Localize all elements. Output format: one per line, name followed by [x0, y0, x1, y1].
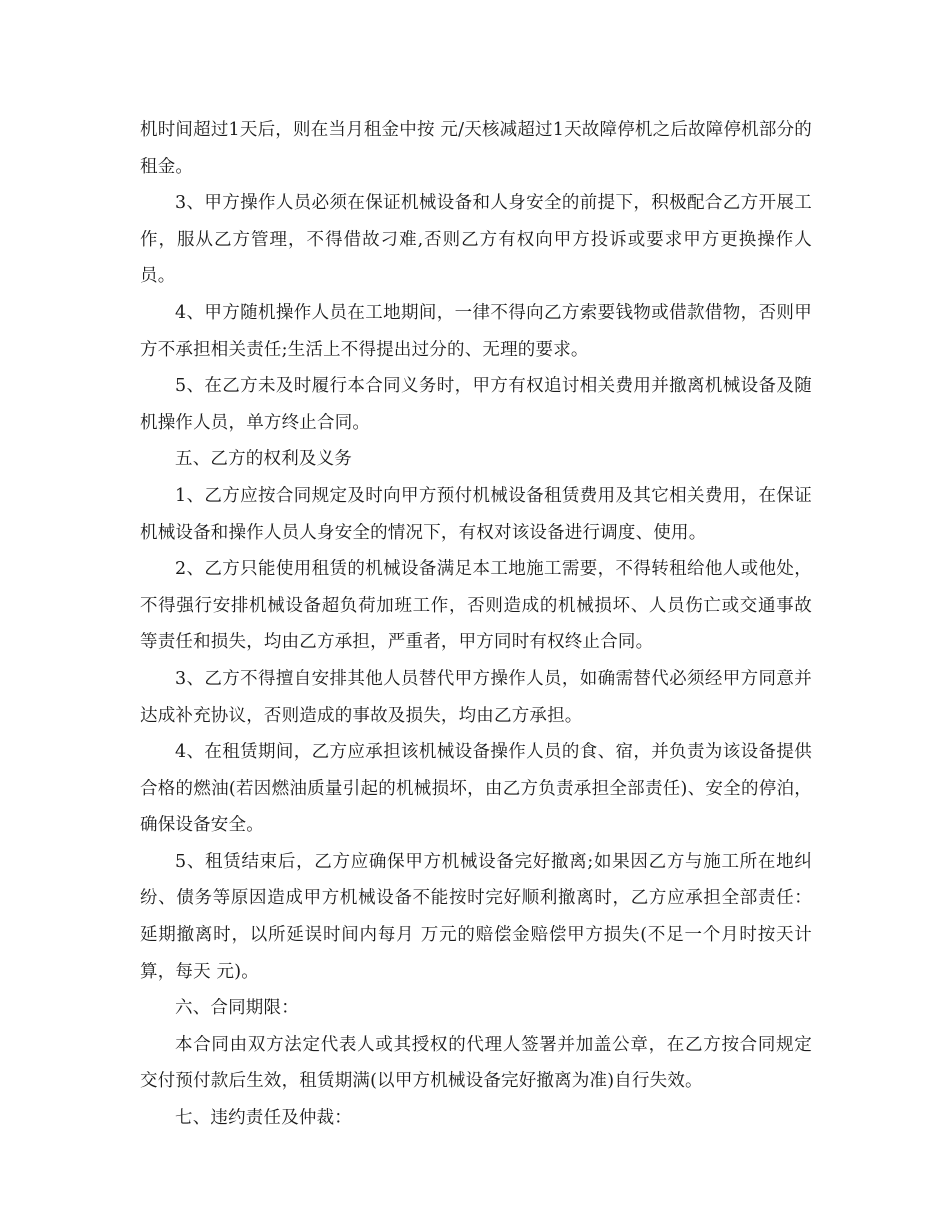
paragraph-1: 机时间超过1天后，则在当月租金中按 元/天核减超过1天故障停机之后故障停机部分的租金。: [140, 120, 812, 177]
document-body: [140, 112, 812, 1137]
paragraph-8: 3、乙方不得擅自安排其他人员替代甲方操作人员，如确需替代必须经甲方同意并达成补充协议，否则造成的事故及损失，均由乙方承担。: [140, 668, 812, 726]
paragraph-4: 5、在乙方未及时履行本合同义务时，甲方有权追讨相关费用并撤离机械设备及随机操作人员，单方终止合同。: [140, 376, 812, 433]
paragraph-9: 4、在租赁期间，乙方应承担该机械设备操作人员的食、宿，并负责为该设备提供合格的燃油(若因燃油质量引起的机械损坏，由乙方负责承担全部责任)、安全的停泊，确保设备安全。: [140, 742, 812, 836]
section-heading-5: 五、乙方的权利及义务: [175, 449, 352, 470]
paragraph-3: 4、甲方随机操作人员在工地期间，一律不得向乙方索要钱物或借款借物，否则甲方不承担相关责任;生活上不得提出过分的、无理的要求。: [140, 302, 812, 360]
paragraph-7: 2、乙方只能使用租赁的机械设备满足本工地施工需要，不得转租给他人或他处，不得强行安排机械设备超负荷加班工作，否则造成的机械损坏、人员伤亡或交通事故等责任和损失，均由乙方承担，严重者，甲方同时有权终止合同。: [140, 559, 812, 653]
section-heading-6: 六、合同期限：: [175, 998, 299, 1019]
paragraph-2: 3、甲方操作人员必须在保证机械设备和人身安全的前提下，积极配合乙方开展工作，服从乙方管理，不得借故刁难,否则乙方有权向甲方投诉或要求甲方更换操作人员。: [140, 193, 812, 287]
paragraph-10: 5、租赁结束后，乙方应确保甲方机械设备完好撤离;如果因乙方与施工所在地纠纷、债务等原因造成甲方机械设备不能按时完好顺利撤离时，乙方应承担全部责任：延期撤离时，以所延误时间内每月 万元的赔偿金赔偿甲方损失(不足一个月时按天计算，每天 元)。: [140, 851, 812, 982]
section-heading-7: 七、违约责任及仲裁：: [175, 1108, 352, 1129]
paragraph-12: 本合同由双方法定代表人或其授权的代理人签署并加盖公章，在乙方按合同规定交付预付款后生效，租赁期满(以甲方机械设备完好撤离为准)自行失效。: [140, 1034, 812, 1092]
paragraph-6: 1、乙方应按合同规定及时向甲方预付机械设备租赁费用及其它相关费用，在保证机械设备和操作人员人身安全的情况下，有权对该设备进行调度、使用。: [140, 485, 812, 543]
